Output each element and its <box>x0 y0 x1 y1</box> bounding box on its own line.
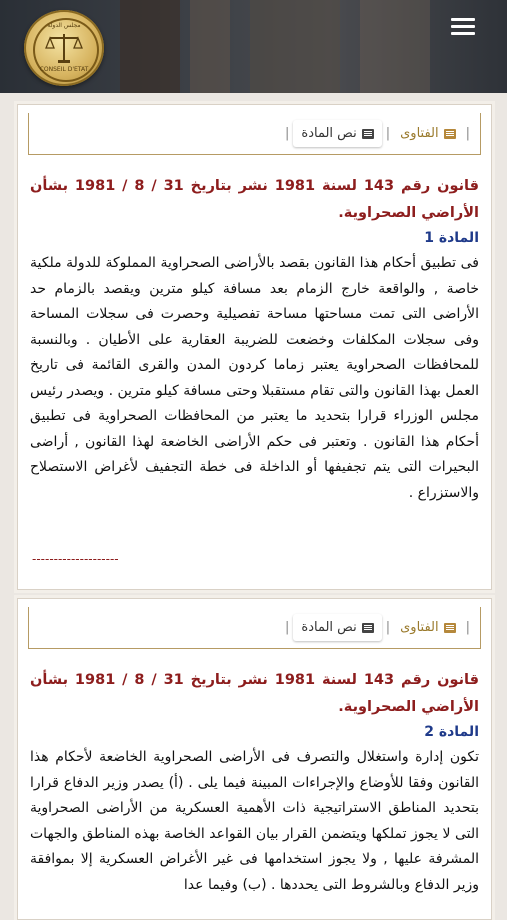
tab-article-text-label: نص المادة <box>301 126 357 141</box>
book-icon <box>444 129 456 139</box>
article-content <box>30 173 479 506</box>
article-body: تكون إدارة واستغلال والتصرف فى الأراضى الصحراوية الخاضعة لأحكام هذا القانون وفقا للأوضاع والإجراءات المبينة فيما يلى . (أ) يصدر وزير الدفاع قرارا بتحديد المناطق الاستراتيجية ذات الأهمية العسكرية من الأراضى الصحراوية التى لا يجوز تملكها ويتضمن القرار بيان القواعد الخاصة بهذه المناطق والجهات المشرفة عليها , ولا يجوز استخدامها فى غير الأغراض العسكرية إلا بموافقة وزير الدفاع وبالشروط التى يحددها . (ب) وفيما عدا <box>30 749 479 893</box>
article-number: المادة 2 <box>424 724 479 740</box>
bookshelf-bg <box>120 0 180 93</box>
bookshelf-bg <box>190 0 230 93</box>
book-icon <box>444 623 456 633</box>
card-tabs: | الفتاوى | نص المادة | <box>28 607 481 649</box>
tab-fatawa[interactable] <box>394 615 462 640</box>
tab-fatawa[interactable] <box>394 121 462 146</box>
card-tabs: | الفتاوى | نص المادة | <box>28 113 481 155</box>
tab-fatawa-label: الفتاوى <box>400 126 439 141</box>
council-logo <box>24 10 104 86</box>
tab-article-text[interactable] <box>293 614 381 641</box>
tab-article-text[interactable] <box>293 120 381 147</box>
app-header <box>0 0 507 93</box>
bookshelf-bg <box>360 0 430 93</box>
book-icon <box>362 623 374 633</box>
article-content <box>30 667 479 898</box>
scales-icon <box>24 10 104 86</box>
article-body: فى تطبيق أحكام هذا القانون بقصد بالأراضى الصحراوية المملوكة للدولة ملكية خاصة , والواقعة خارج الزمام بعد مسافة كيلو مترين ويقصد بالزمام حد الأراضى التى تمت مساحتها مساحة تفصيلية وحصرت فى سجلات المساحة وفى سجلات المكلفات وخضعت للضريبة العقارية على الأطيان . وبالنسبة للمحافظات الصحراوية يعتبر زماما كردون المدن والقرى القائمة فى تاريخ العمل بهذا القانون والتى تقام مستقبلا وحتى مسافة كيلو مترين . ويصدر رئيس مجلس الوزراء قرارا بتحديد ما يعتبر من المحافظات الصحراوية فى تطبيق أحكام هذا القانون . وتعتبر فى حكم الأراضى الخاضعة لهذا القانون , أراضى البحيرات التى يتم تجفيفها أو الداخلة فى خطة التجفيف لأغراض الاستصلاح والاستزراع . <box>30 255 479 501</box>
logo-text-bottom: CONSEIL D'ETAT <box>39 66 89 73</box>
article-card <box>17 598 492 920</box>
law-title: قانون رقم 143 لسنة 1981 نشر بتاريخ 31 / 8 / 1981 بشأن الأراضي الصحراوية. <box>30 178 479 221</box>
book-icon <box>362 129 374 139</box>
separator: -------------------- <box>32 552 119 566</box>
tab-fatawa-label: الفتاوى <box>400 620 439 635</box>
hamburger-icon[interactable] <box>451 18 475 38</box>
article-number: المادة 1 <box>424 230 479 246</box>
bookshelf-bg <box>250 0 340 93</box>
logo-text-top: مجلس الدولة <box>47 22 81 29</box>
article-card <box>17 104 492 590</box>
law-title: قانون رقم 143 لسنة 1981 نشر بتاريخ 31 / 8 / 1981 بشأن الأراضي الصحراوية. <box>30 672 479 715</box>
tab-article-text-label: نص المادة <box>301 620 357 635</box>
